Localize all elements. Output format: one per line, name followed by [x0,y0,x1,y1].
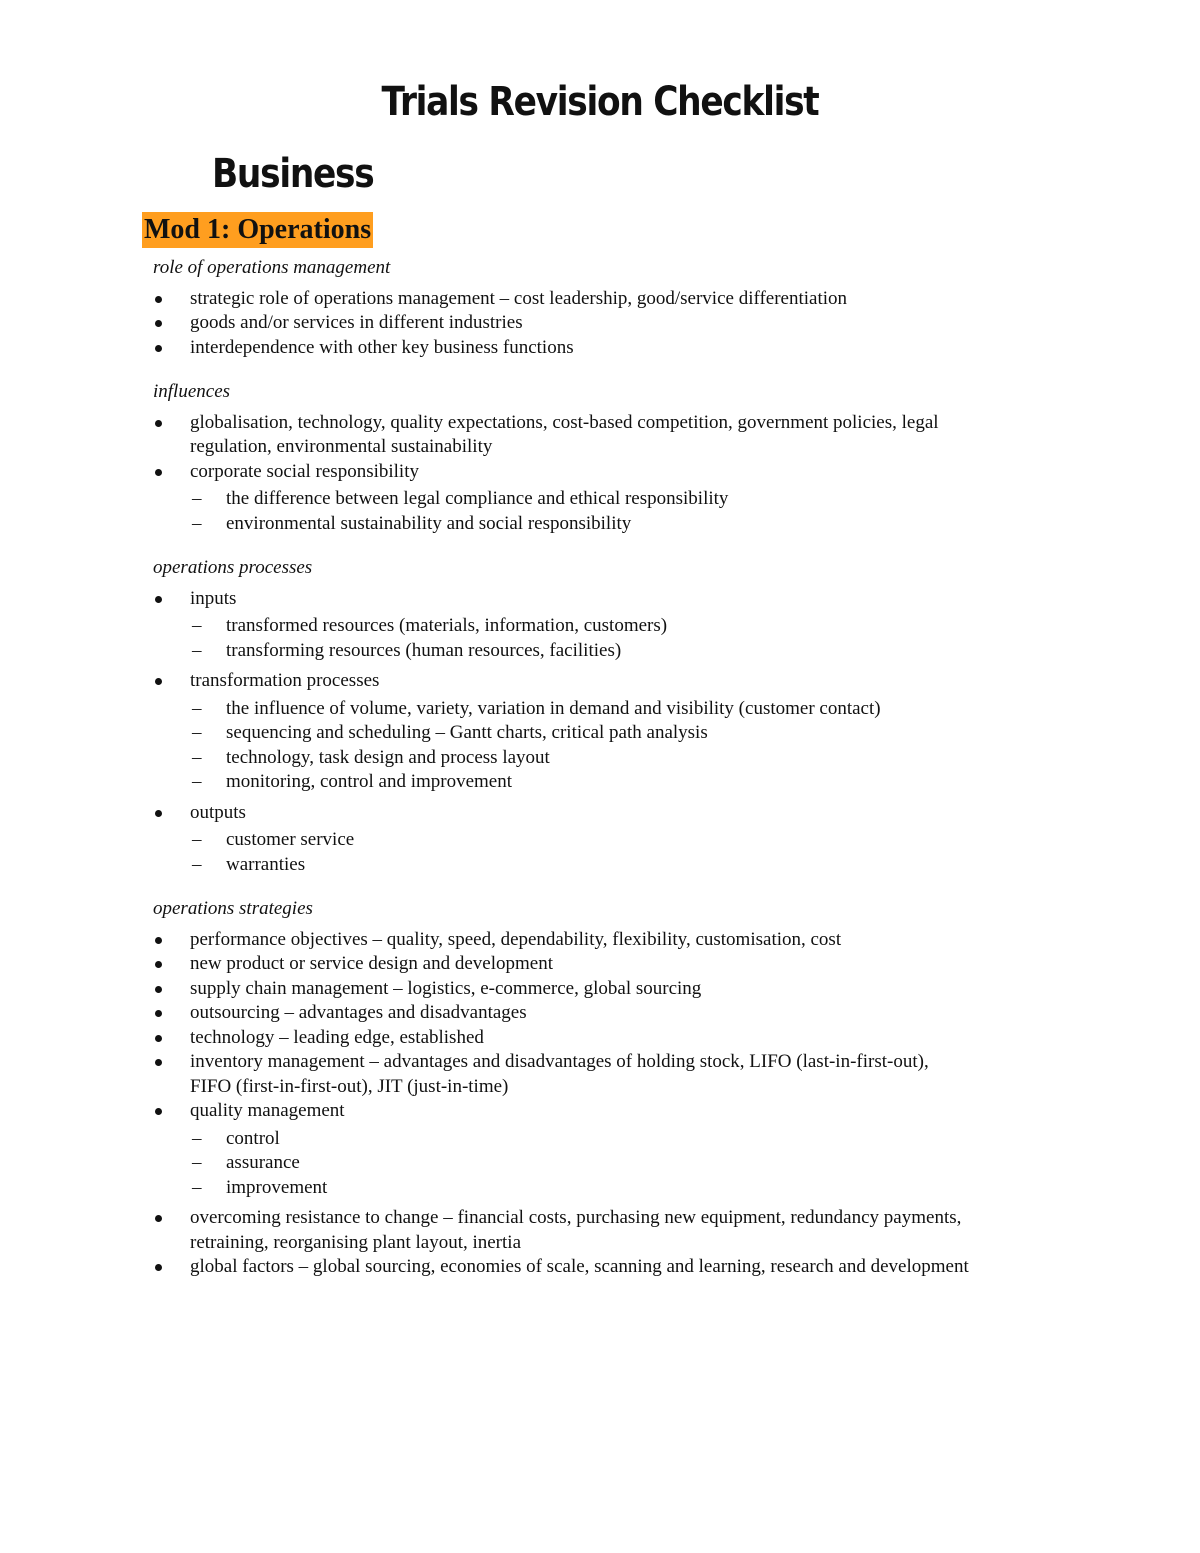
list-item [153,1255,973,1280]
list-item-text: performance objectives – quality, speed, dependability, flexibility, customisation, cost [190,928,842,950]
list-item-text: global factors – global sourcing, economies of scale, scanning and learning, research and development [190,1256,969,1277]
list-item [153,977,973,1002]
sub-list-item-text: technology, task design and process layout [226,746,550,768]
list-item [153,1001,973,1026]
dash-icon: – [192,853,202,875]
bullet-dot-icon [155,678,162,685]
list-item-text: new product or service design and development [190,953,553,974]
sub-list-item [190,770,973,795]
bullet-dot-icon [155,1108,162,1115]
sub-list-item [190,828,973,853]
sub-list [190,487,973,536]
sub-list-item [190,853,973,878]
list-item-text: quality management [190,1100,345,1121]
dash-icon: – [192,512,202,534]
sub-list-item [190,614,973,639]
list-item [153,1206,973,1255]
list-item [153,1026,973,1051]
bullet-dot-icon [155,296,162,303]
checklist-section [153,556,973,877]
list-item [153,587,973,664]
bullet-list [153,587,973,878]
dash-icon: – [192,829,202,850]
bullet-list [153,411,973,537]
dash-icon: – [192,1176,202,1198]
list-item-text: globalisation, technology, quality expectations, cost-based competition, government policies, legal regulation, environmental sustainability [190,411,939,457]
list-item-text: technology – leading edge, established [190,1026,484,1048]
sub-list [190,1127,973,1201]
sub-list-item-text: transforming resources (human resources, facilities) [226,639,622,661]
list-item [153,287,973,312]
sub-list-item-text: transformed resources (materials, information, customers) [226,615,668,636]
module-heading: Mod 1: Operations [142,212,373,248]
sub-list-item [190,697,973,722]
sub-list-item-text: assurance [226,1152,300,1173]
sub-list-item-text: environmental sustainability and social responsibility [226,512,632,534]
dash-icon: – [192,697,202,719]
sub-list-item [190,639,973,664]
bullet-list [153,928,973,1280]
list-item-text: inventory management – advantages and disadvantages of holding stock, LIFO (last-in-first-out), FIFO (first-in-first-out), JIT (just-in-time) [190,1051,929,1097]
list-item-text: corporate social responsibility [190,460,419,482]
sub-list [190,697,973,795]
bullet-dot-icon [155,1264,162,1271]
dash-icon: – [192,488,202,509]
sub-list-item-text: warranties [226,853,306,875]
bullet-list [153,287,973,361]
bullet-dot-icon [155,596,162,603]
bullet-dot-icon [155,469,162,476]
list-item-text: overcoming resistance to change – financial costs, purchasing new equipment, redundancy payments, retraining, reorganising plant layout, inertia [190,1207,962,1253]
list-item [153,801,973,878]
bullet-dot-icon [155,1035,162,1042]
sub-list-item-text: improvement [226,1176,328,1198]
checklist-section [153,380,973,536]
checklist-content [153,256,973,1300]
list-item [153,311,973,336]
sub-list-item [190,487,973,512]
sub-list-item-text: the influence of volume, variety, variation in demand and visibility (customer contact) [226,697,881,719]
list-item-text: outputs [190,801,246,823]
bullet-dot-icon [155,1010,162,1017]
list-item [153,1050,973,1099]
dash-icon: – [192,722,202,743]
bullet-dot-icon [155,1059,162,1066]
sub-list-item-text: sequencing and scheduling – Gantt charts, critical path analysis [226,722,708,743]
list-item-text: strategic role of operations management – cost leadership, good/service differentiation [190,287,848,309]
section-heading: operations processes [153,557,313,578]
bullet-dot-icon [155,810,162,817]
list-item-text: goods and/or services in different industries [190,312,523,333]
sub-list-item [190,1176,973,1201]
dash-icon: – [192,1152,202,1173]
list-item-text: supply chain management – logistics, e-commerce, global sourcing [190,977,702,999]
sub-list-item [190,746,973,771]
bullet-dot-icon [155,961,162,968]
list-item-text: outsourcing – advantages and disadvantages [190,1002,527,1023]
bullet-dot-icon [155,420,162,427]
section-heading: influences [153,381,231,402]
sub-list-item [190,512,973,537]
bullet-dot-icon [155,320,162,327]
sub-list [190,614,973,663]
list-item-text: interdependence with other key business functions [190,336,574,358]
list-item [153,460,973,537]
list-item-text: transformation processes [190,670,380,691]
sub-list-item-text: the difference between legal compliance and ethical responsibility [226,488,729,509]
dash-icon: – [192,1127,202,1149]
checklist-section [153,897,973,1280]
sub-list-item [190,1127,973,1152]
list-item [153,336,973,361]
document-title: Trials Revision Checklist [381,79,819,125]
sub-list-item-text: control [226,1127,280,1149]
bullet-dot-icon [155,986,162,993]
list-item [153,928,973,953]
dash-icon: – [192,746,202,768]
sub-list-item [190,721,973,746]
section-heading: role of operations management [153,257,391,278]
list-item [153,1099,973,1200]
sub-list-item [190,1151,973,1176]
list-item [153,952,973,977]
section-heading: operations strategies [153,898,313,919]
checklist-section [153,256,973,360]
dash-icon: – [192,771,202,792]
bullet-dot-icon [155,345,162,352]
sub-list-item-text: monitoring, control and improvement [226,771,513,792]
bullet-dot-icon [155,937,162,944]
list-item [153,411,973,460]
dash-icon: – [192,615,202,636]
sub-list-item-text: customer service [226,829,355,850]
dash-icon: – [192,639,202,661]
bullet-dot-icon [155,1215,162,1222]
subject-heading: Business [212,151,374,197]
sub-list [190,828,973,877]
list-item [153,669,973,795]
list-item-text: inputs [190,587,237,609]
